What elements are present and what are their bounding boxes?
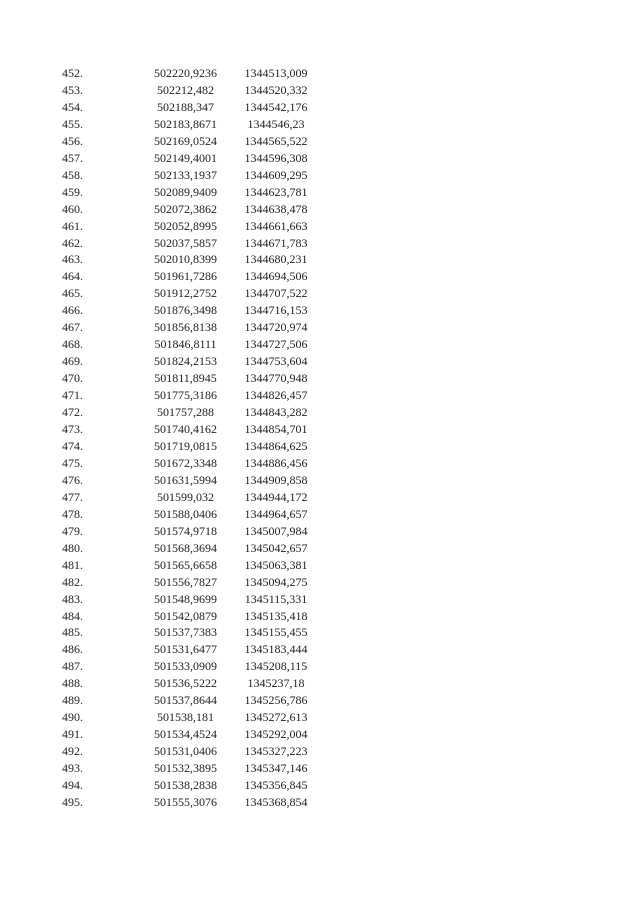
y-coordinate: 1344720,974 <box>244 320 308 335</box>
table-row <box>62 624 319 641</box>
x-coordinate: 502220,9236 <box>154 66 217 80</box>
y-coordinate: 1344680,231 <box>244 252 308 267</box>
point-number: 490. <box>62 710 83 725</box>
table-row <box>62 641 319 658</box>
x-coordinate: 502169,0524 <box>154 133 217 148</box>
point-number: 455. <box>62 116 83 131</box>
table-row <box>62 658 319 675</box>
x-coordinate: 502072,3862 <box>154 201 217 216</box>
point-number: 460. <box>62 201 83 216</box>
table-row <box>62 726 319 743</box>
y-coordinate: 1345272,613 <box>244 710 308 725</box>
x-coordinate: 501588,0406 <box>154 506 217 521</box>
table-row <box>62 116 319 133</box>
x-coordinate: 501532,3895 <box>154 761 217 776</box>
x-coordinate: 501824,2153 <box>154 354 217 369</box>
table-row <box>62 709 319 726</box>
x-coordinate: 501856,8138 <box>154 320 217 335</box>
y-coordinate: 1344826,457 <box>244 388 308 403</box>
point-number: 487. <box>62 659 83 674</box>
table-row <box>62 675 319 692</box>
point-number: 453. <box>62 82 83 97</box>
x-coordinate: 501961,7286 <box>154 269 217 284</box>
y-coordinate: 1344843,282 <box>244 405 308 420</box>
table-row <box>62 574 319 591</box>
point-number: 476. <box>62 472 83 487</box>
point-number: 454. <box>62 99 83 114</box>
y-coordinate: 1345368,854 <box>244 794 308 809</box>
point-number: 458. <box>62 167 83 182</box>
y-coordinate: 1344520,332 <box>244 82 308 97</box>
point-number: 468. <box>62 337 83 352</box>
point-number: 482. <box>62 574 83 589</box>
y-coordinate: 1344542,176 <box>244 99 308 114</box>
x-coordinate: 502212,482 <box>157 82 214 97</box>
x-coordinate: 502149,4001 <box>154 150 217 165</box>
point-number: 488. <box>62 676 83 691</box>
coordinates-table <box>62 65 319 811</box>
point-number: 472. <box>62 405 83 420</box>
table-row <box>62 743 319 760</box>
point-number: 459. <box>62 184 83 199</box>
point-number: 462. <box>62 235 83 250</box>
y-coordinate: 1344770,948 <box>244 371 308 386</box>
y-coordinate: 1345292,004 <box>244 727 308 742</box>
point-number: 470. <box>62 371 83 386</box>
y-coordinate: 1345007,984 <box>244 523 308 538</box>
y-coordinate: 1344638,478 <box>244 201 308 216</box>
table-row <box>62 82 319 99</box>
point-number: 474. <box>62 438 83 453</box>
table-row <box>62 523 319 540</box>
x-coordinate: 501876,3498 <box>154 303 217 318</box>
x-coordinate: 501537,7383 <box>154 625 217 640</box>
point-number: 484. <box>62 608 83 623</box>
point-number: 464. <box>62 269 83 284</box>
coordinates-table-body <box>62 65 319 811</box>
table-row <box>62 591 319 608</box>
point-number: 475. <box>62 455 83 470</box>
point-number: 479. <box>62 523 83 538</box>
point-number: 485. <box>62 625 83 640</box>
x-coordinate: 501536,5222 <box>154 676 217 691</box>
y-coordinate: 1345115,331 <box>244 591 308 606</box>
point-number: 452. <box>62 66 83 80</box>
x-coordinate: 502133,1937 <box>154 167 217 182</box>
x-coordinate: 501533,0909 <box>154 659 217 674</box>
x-coordinate: 501556,7827 <box>154 574 217 589</box>
table-row <box>62 506 319 523</box>
table-row <box>62 760 319 777</box>
y-coordinate: 1345327,223 <box>244 744 308 759</box>
table-row <box>62 472 319 489</box>
y-coordinate: 1345063,381 <box>244 557 308 572</box>
point-number: 481. <box>62 557 83 572</box>
x-coordinate: 501719,0815 <box>154 438 217 453</box>
y-coordinate: 1344623,781 <box>244 184 308 199</box>
table-row <box>62 133 319 150</box>
table-row <box>62 370 319 387</box>
point-number: 489. <box>62 693 83 708</box>
x-coordinate: 501757,288 <box>157 405 214 420</box>
x-coordinate: 501555,3076 <box>154 794 217 809</box>
x-coordinate: 502037,5857 <box>154 235 217 250</box>
point-number: 466. <box>62 303 83 318</box>
point-number: 486. <box>62 642 83 657</box>
table-row <box>62 285 319 302</box>
y-coordinate: 1344565,522 <box>244 133 308 148</box>
point-number: 457. <box>62 150 83 165</box>
x-coordinate: 501568,3694 <box>154 540 217 555</box>
x-coordinate: 502188,347 <box>157 99 214 114</box>
table-row <box>62 319 319 336</box>
table-row <box>62 201 319 218</box>
y-coordinate: 1344513,009 <box>244 66 308 80</box>
y-coordinate: 1345237,18 <box>247 676 305 691</box>
x-coordinate: 501775,3186 <box>154 388 217 403</box>
point-number: 480. <box>62 540 83 555</box>
y-coordinate: 1344596,308 <box>244 150 308 165</box>
x-coordinate: 502183,8671 <box>154 116 217 131</box>
table-row <box>62 777 319 794</box>
x-coordinate: 501542,0879 <box>154 608 217 623</box>
x-coordinate: 502089,9409 <box>154 184 217 199</box>
y-coordinate: 1344909,858 <box>244 472 308 487</box>
table-row <box>62 557 319 574</box>
y-coordinate: 1344944,172 <box>244 489 308 504</box>
y-coordinate: 1344964,657 <box>244 506 308 521</box>
table-row <box>62 455 319 472</box>
x-coordinate: 501846,8111 <box>154 337 217 352</box>
y-coordinate: 1344854,701 <box>244 422 308 437</box>
x-coordinate: 501912,2752 <box>154 286 217 301</box>
y-coordinate: 1344694,506 <box>244 269 308 284</box>
table-row <box>62 353 319 370</box>
x-coordinate: 501531,6477 <box>154 642 217 657</box>
table-row <box>62 608 319 625</box>
y-coordinate: 1345347,146 <box>244 761 308 776</box>
table-row <box>62 540 319 557</box>
y-coordinate: 1345356,845 <box>244 778 308 793</box>
x-coordinate: 501740,4162 <box>154 422 217 437</box>
x-coordinate: 502010,8399 <box>154 252 217 267</box>
point-number: 471. <box>62 388 83 403</box>
table-row <box>62 336 319 353</box>
point-number: 493. <box>62 761 83 776</box>
y-coordinate: 1344707,522 <box>244 286 308 301</box>
y-coordinate: 1345208,115 <box>244 659 308 674</box>
x-coordinate: 501574,9718 <box>154 523 217 538</box>
table-row <box>62 794 319 811</box>
table-row <box>62 268 319 285</box>
point-number: 495. <box>62 794 83 809</box>
point-number: 463. <box>62 252 83 267</box>
table-row <box>62 489 319 506</box>
y-coordinate: 1344716,153 <box>244 303 308 318</box>
y-coordinate: 1345094,275 <box>244 574 308 589</box>
table-row <box>62 404 319 421</box>
table-row <box>62 421 319 438</box>
table-row <box>62 387 319 404</box>
x-coordinate: 502052,8995 <box>154 218 217 233</box>
table-row <box>62 150 319 167</box>
x-coordinate: 501811,8945 <box>154 371 217 386</box>
point-number: 469. <box>62 354 83 369</box>
x-coordinate: 501672,3348 <box>154 455 217 470</box>
y-coordinate: 1345042,657 <box>244 540 308 555</box>
table-row <box>62 251 319 268</box>
y-coordinate: 1344886,456 <box>244 455 308 470</box>
table-row <box>62 302 319 319</box>
point-number: 456. <box>62 133 83 148</box>
table-row <box>62 218 319 235</box>
point-number: 483. <box>62 591 83 606</box>
x-coordinate: 501548,9699 <box>154 591 217 606</box>
y-coordinate: 1345155,455 <box>244 625 308 640</box>
x-coordinate: 501534,4524 <box>154 727 217 742</box>
point-number: 491. <box>62 727 83 742</box>
x-coordinate: 501538,181 <box>157 710 214 725</box>
y-coordinate: 1344753,604 <box>244 354 308 369</box>
x-coordinate: 501631,5994 <box>154 472 217 487</box>
point-number: 467. <box>62 320 83 335</box>
table-row <box>62 692 319 709</box>
x-coordinate: 501537,8644 <box>154 693 217 708</box>
y-coordinate: 1344671,783 <box>244 235 308 250</box>
point-number: 478. <box>62 506 83 521</box>
y-coordinate: 1344546,23 <box>247 116 305 131</box>
table-row <box>62 184 319 201</box>
y-coordinate: 1344864,625 <box>244 438 308 453</box>
x-coordinate: 501565,6658 <box>154 557 217 572</box>
x-coordinate: 501538,2838 <box>154 778 217 793</box>
table-row <box>62 99 319 116</box>
table-row <box>62 167 319 184</box>
point-number: 477. <box>62 489 83 504</box>
y-coordinate: 1344727,506 <box>244 337 308 352</box>
x-coordinate: 501599,032 <box>157 489 214 504</box>
x-coordinate: 501531,0406 <box>154 744 217 759</box>
point-number: 461. <box>62 218 83 233</box>
y-coordinate: 1344609,295 <box>244 167 308 182</box>
y-coordinate: 1345135,418 <box>244 608 308 623</box>
table-row <box>62 235 319 252</box>
point-number: 492. <box>62 744 83 759</box>
point-number: 473. <box>62 422 83 437</box>
y-coordinate: 1345256,786 <box>244 693 308 708</box>
point-number: 465. <box>62 286 83 301</box>
y-coordinate: 1344661,663 <box>244 218 308 233</box>
table-row <box>62 438 319 455</box>
y-coordinate: 1345183,444 <box>244 642 308 657</box>
point-number: 494. <box>62 778 83 793</box>
table-row <box>62 65 319 82</box>
